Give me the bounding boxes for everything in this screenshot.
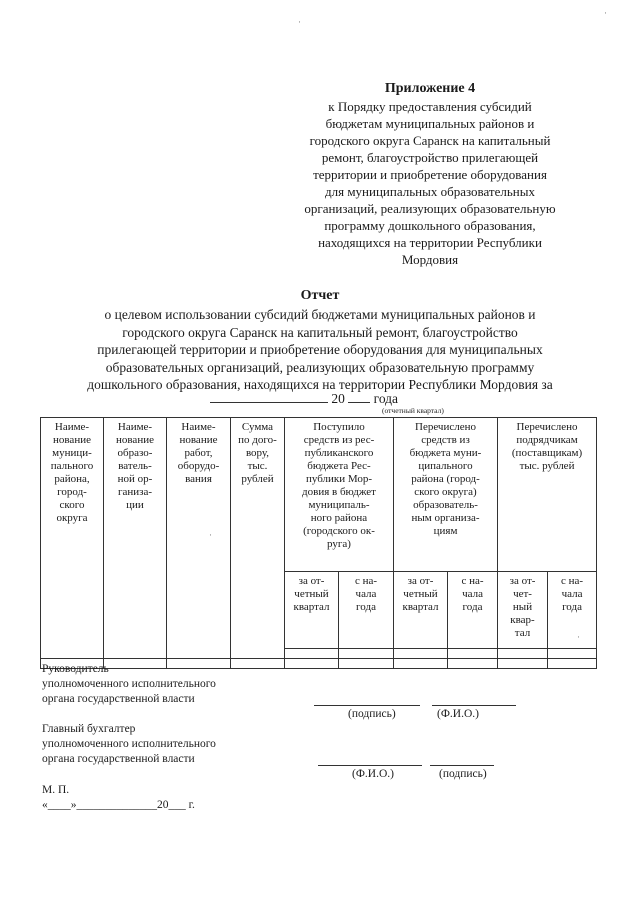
accountant-signature-block <box>42 722 216 767</box>
table-cell[interactable] <box>394 649 448 659</box>
table-cell[interactable] <box>498 649 548 659</box>
table-cell[interactable] <box>448 649 498 659</box>
subheader-quarter: за от- четный квартал <box>285 572 339 649</box>
subheader-year-start: с на- чала года <box>548 572 597 649</box>
appendix-line: для муниципальных образовательных <box>325 184 535 199</box>
year-suffix: года <box>373 391 399 406</box>
header-district: Наиме- нование муници- пального района, город- ского округа <box>41 418 104 659</box>
header-works: Наиме- нование работ, оборудо- вания <box>167 418 231 659</box>
table-cell[interactable] <box>285 649 339 659</box>
header-organization: Наиме- нование образо- ватель- ной ор- ганиза- ции <box>104 418 167 659</box>
table-cell[interactable] <box>339 649 394 659</box>
head-title: Руководитель <box>42 663 109 675</box>
table-cell[interactable] <box>339 659 394 669</box>
accountant-title: Главный бухгалтер <box>42 723 136 735</box>
report-period-line <box>210 390 398 407</box>
report-line: дошкольного образования, находящихся на территории Республики Мордовия за <box>87 377 553 392</box>
report-line: городского округа Саранск на капитальный ремонт, благоустройство <box>122 324 518 340</box>
head-title-line: уполномоченного исполнительного <box>42 678 216 690</box>
appendix-line: бюджетам муниципальных районов и <box>325 116 535 131</box>
date-line: «____»______________20___ г. <box>42 799 195 811</box>
scan-speck: · <box>209 530 212 540</box>
report-title: Отчет <box>300 288 340 303</box>
head-signature-caption: (подпись) <box>348 708 396 720</box>
accountant-signature-line[interactable] <box>430 765 494 766</box>
head-signature-block <box>42 662 216 707</box>
appendix-header <box>270 80 590 268</box>
header-transferred-orgs: Перечислено средств из бюджета муни- ципального района (город- ского округа) образователь- ным организа- циям <box>394 418 498 572</box>
head-name-caption: (Ф.И.О.) <box>437 708 479 720</box>
table-cell[interactable] <box>394 659 448 669</box>
head-signature-line[interactable] <box>314 705 420 706</box>
subheader-year-start: с на- чала года <box>339 572 394 649</box>
header-contract-sum: Сумма по дого- вору, тыс. рублей <box>231 418 285 659</box>
header-received: Поступило средств из рес- публиканского бюджета Рес- публики Мор- довия в бюджет муниципаль- ного района (городского ок- руга) <box>285 418 394 572</box>
subheader-year-start: с на- чала года <box>448 572 498 649</box>
table-cell[interactable] <box>548 649 597 659</box>
scan-speck: · <box>298 17 301 27</box>
year-blank[interactable] <box>348 390 370 403</box>
table-cell[interactable] <box>448 659 498 669</box>
scan-speck: · <box>577 632 580 642</box>
report-line: образовательных организаций, реализующих образовательную программу <box>105 359 535 375</box>
accountant-title-line: органа государственной власти <box>42 753 195 765</box>
table-cell[interactable] <box>498 659 548 669</box>
report-table <box>40 417 597 669</box>
header-transferred-contractors: Перечислено подрядчикам (поставщикам) тыс. рублей <box>498 418 597 572</box>
period-note: (отчетный квартал) <box>382 406 444 415</box>
report-line: о целевом использовании субсидий бюджетами муниципальных районов и <box>104 307 536 322</box>
appendix-line: ремонт, благоустройство прилегающей <box>321 150 539 165</box>
accountant-name-caption: (Ф.И.О.) <box>352 768 394 780</box>
period-blank[interactable] <box>210 390 328 403</box>
appendix-title: Приложение 4 <box>384 81 476 96</box>
seal-mark: М. П. <box>42 784 70 796</box>
appendix-line: территории и приобретение оборудования <box>313 167 547 182</box>
appendix-line: городского округа Саранск на капитальный <box>309 133 551 148</box>
accountant-title-line: уполномоченного исполнительного <box>42 738 216 750</box>
accountant-signature-caption: (подпись) <box>439 768 487 780</box>
subheader-quarter: за от- четный квартал <box>394 572 448 649</box>
table-cell[interactable] <box>285 659 339 669</box>
appendix-line: Мордовия <box>401 252 459 267</box>
report-line: прилегающей территории и приобретение оборудования для муниципальных <box>97 342 543 357</box>
subheader-quarter: за от- чет- ный квар- тал <box>498 572 548 649</box>
appendix-line: организаций, реализующих образовательную <box>304 201 556 216</box>
accountant-name-line[interactable] <box>318 765 422 766</box>
head-title-line: органа государственной власти <box>42 693 195 705</box>
table-cell[interactable] <box>231 659 285 669</box>
scan-speck: · <box>604 8 607 18</box>
report-description <box>30 306 610 394</box>
head-name-line[interactable] <box>432 705 516 706</box>
appendix-line: к Порядку предоставления субсидий <box>328 99 532 114</box>
table-cell[interactable] <box>548 659 597 669</box>
year-prefix: 20 <box>331 391 345 406</box>
appendix-line: находящихся на территории Республики <box>318 235 542 250</box>
appendix-line: программу дошкольного образования, <box>324 218 536 233</box>
